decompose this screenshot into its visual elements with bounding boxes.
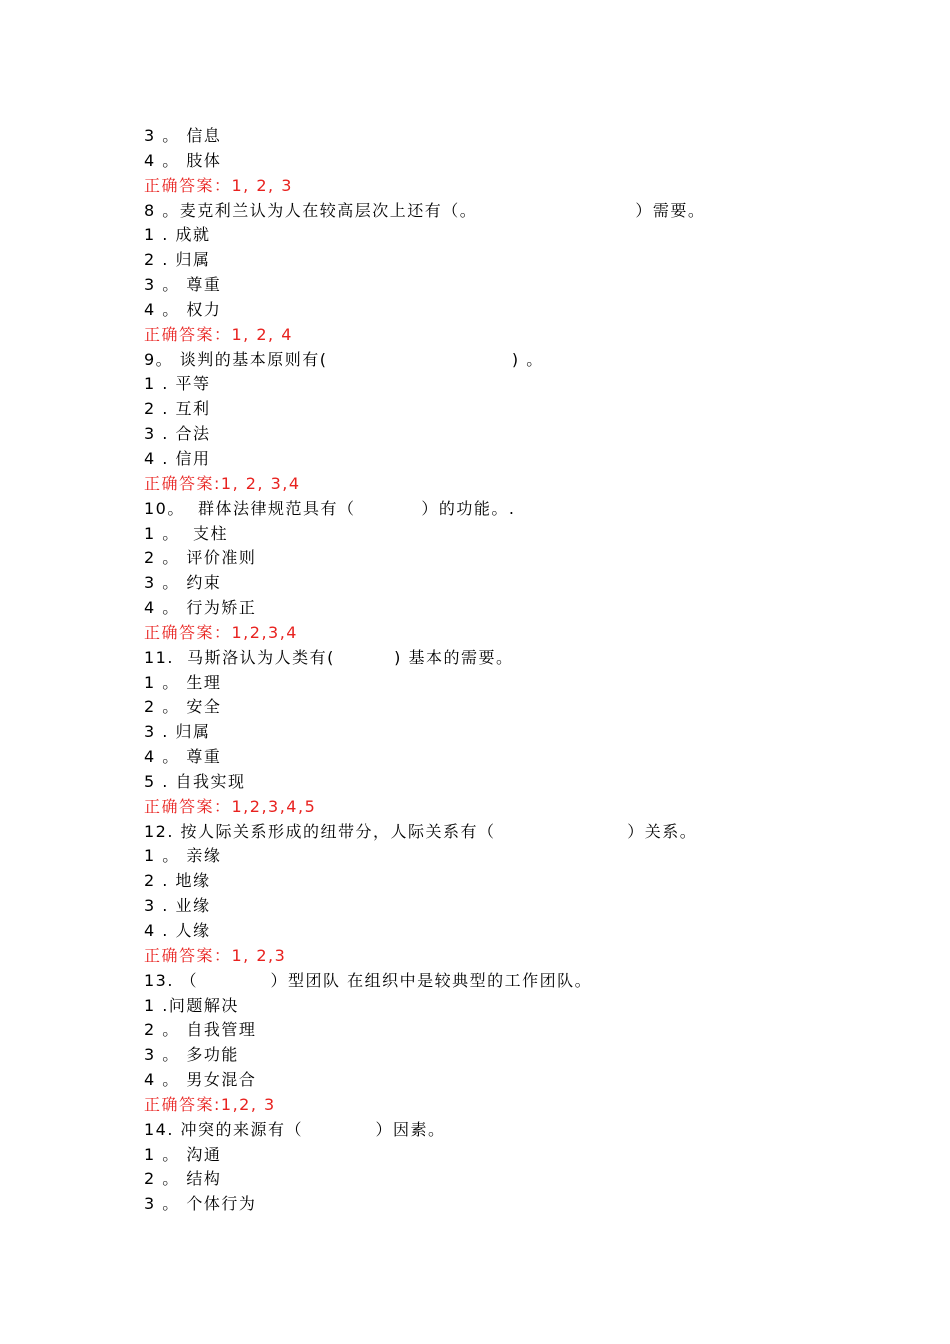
option-line: 3 。 信息 [144, 126, 222, 145]
option-line: 4 。 权力 [144, 299, 222, 319]
option-line: 4 。 男女混合 [144, 1070, 257, 1090]
option-line: 3 。 多功能 [144, 1045, 239, 1065]
option-line: 3 。 约束 [144, 573, 222, 593]
answer-line: 正确答案:1,2, 3 [144, 1094, 276, 1114]
option-line: 1 . 平等 [144, 374, 211, 394]
option-line: 2 。 自我管理 [144, 1020, 257, 1040]
option-line: 1 .问题解决 [144, 995, 239, 1015]
option-line: 1 。 生理 [144, 672, 222, 692]
question-line: 13. （ ）型团队 在组织中是较典型的工作团队。 [144, 970, 593, 990]
option-line: 2 。 结构 [144, 1169, 222, 1189]
option-line: 4 。 行为矫正 [144, 598, 257, 618]
option-line: 1 。 支柱 [144, 523, 228, 543]
question-line: 14. 冲突的来源有（ ）因素。 [144, 1119, 446, 1139]
answer-line: 正确答案：1,2,3,4 [144, 622, 298, 642]
option-line: 1 。 沟通 [144, 1144, 222, 1164]
option-line: 4 . 人缘 [144, 921, 211, 940]
answer-line: 正确答案：1, 2,3 [144, 945, 287, 965]
question-line: 11. 马斯洛认为人类有( ) 基本的需要。 [144, 647, 514, 667]
question-line: 12. 按人际关系形成的纽带分，人际关系有（ ）关系。 [144, 821, 698, 841]
option-line: 3 . 归属 [144, 722, 211, 742]
option-line: 4 . 信用 [144, 448, 211, 468]
option-line: 1 。 亲缘 [144, 846, 222, 866]
option-line: 4 。 肢体 [144, 150, 222, 170]
answer-line: 正确答案：1, 2, 3 [144, 175, 293, 195]
answer-line: 正确答案:1, 2, 3,4 [144, 473, 301, 493]
question-line: 10。 群体法律规范具有（ ）的功能。. [144, 498, 516, 518]
option-line: 5 . 自我实现 [144, 771, 246, 791]
answer-line: 正确答案：1,2,3,4,5 [144, 796, 317, 816]
option-line: 1 . 成就 [144, 225, 211, 245]
document-page [144, 124, 864, 1217]
option-line: 4 。 尊重 [144, 747, 222, 767]
option-line: 3 . 合法 [144, 424, 211, 444]
option-line: 2 . 地缘 [144, 871, 211, 891]
option-line: 2 . 互利 [144, 399, 211, 419]
question-line: 8 。麦克利兰认为人在较高层次上还有（。 ）需要。 [144, 200, 706, 220]
question-list [144, 124, 864, 1217]
option-line: 3 。 尊重 [144, 275, 222, 295]
option-line: 2 。 安全 [144, 697, 222, 717]
option-line: 2 . 归属 [144, 250, 211, 270]
question-line: 9。 谈判的基本原则有( ) 。 [144, 349, 544, 369]
answer-line: 正确答案：1, 2, 4 [144, 324, 293, 344]
option-line: 3 。 个体行为 [144, 1194, 257, 1214]
option-line: 2 。 评价准则 [144, 548, 257, 568]
option-line: 3 . 业缘 [144, 896, 211, 916]
